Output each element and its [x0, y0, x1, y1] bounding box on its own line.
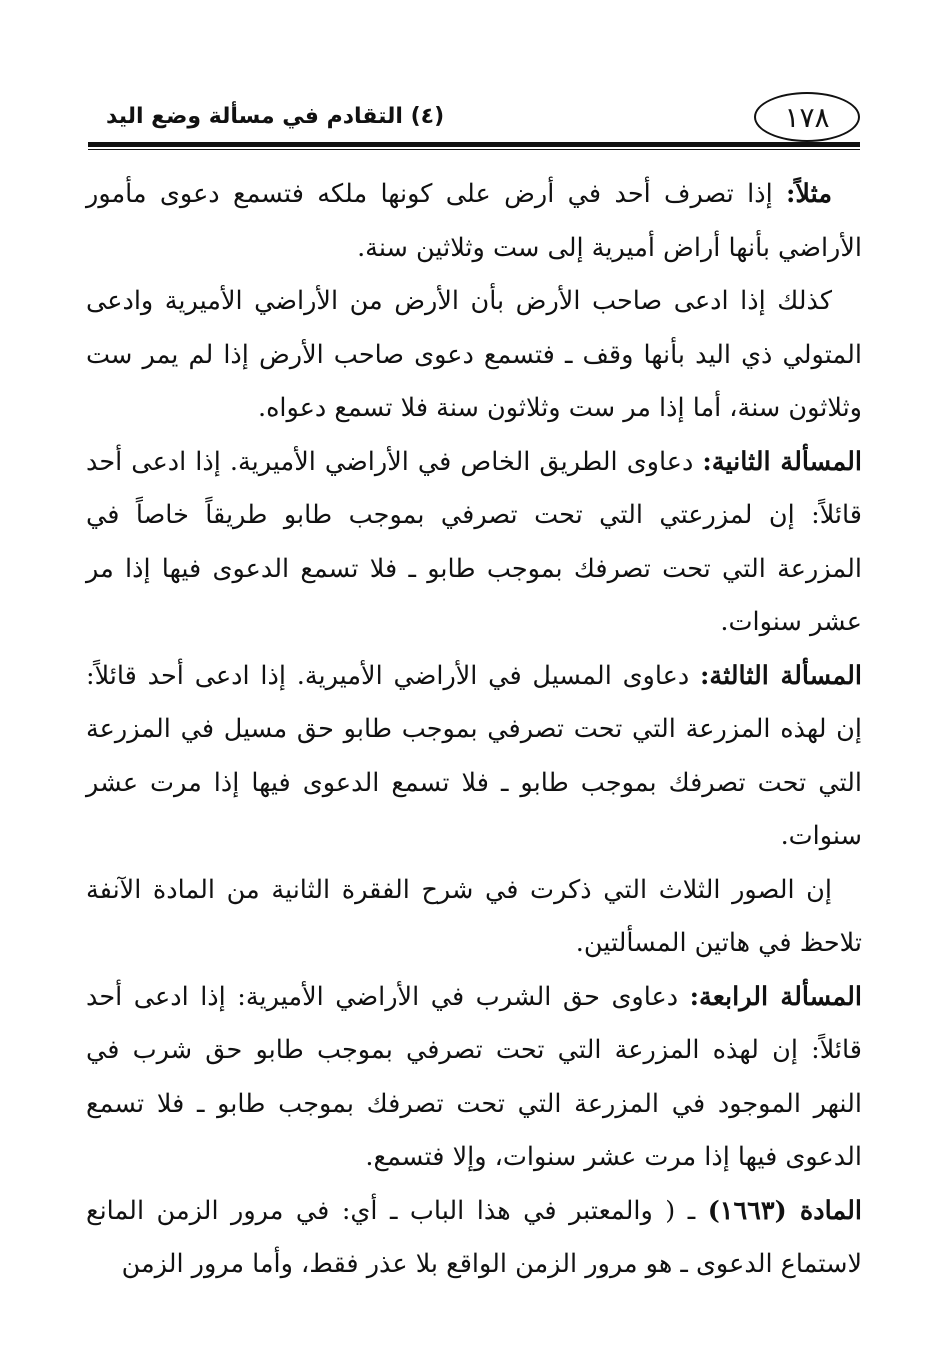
- paragraph-lead: المادة (١٦٦٣): [707, 1195, 862, 1226]
- paragraph-three-forms: [86, 864, 862, 971]
- paragraph-waqf: [86, 275, 862, 436]
- header-rule-thick: [88, 142, 860, 147]
- header-rule-thin: [88, 149, 860, 150]
- paragraph-lead: المسألة الثانية:: [702, 446, 862, 477]
- paragraph-text: دعاوى المسيل في الأراضي الأميرية. إذا ادعى أحد قائلاً: إن لهذه المزرعة التي تحت تصرفي بموجب طابو حق مسيل في المزرعة التي تحت تصرفك بموجب طابو ـ فلا تسمع الدعوى فيها إذا مرت عشر سنوات.: [86, 660, 862, 851]
- paragraph-article-1663: [86, 1185, 862, 1292]
- page-number: ١٧٨: [784, 100, 830, 134]
- paragraph-text: دعاوى الطريق الخاص في الأراضي الأميرية. إذا ادعى أحد قائلاً: إن لمزرعتي التي تحت تصرفي بموجب طابو طريقاً خاصاً في المزرعة التي تحت تصرفك بموجب طابو ـ فلا تسمع الدعوى فيها إذا مر عشر سنوات.: [86, 446, 862, 637]
- paragraph-text: كذلك إذا ادعى صاحب الأرض بأن الأرض من الأراضي الأميرية وادعى المتولي ذي اليد بأنها وقف ـ فتسمع دعوى صاحب الأرض إذا لم يمر ست وثلاثون سنة، أما إذا مر ست وثلاثون سنة فلا تسمع دعواه.: [86, 286, 862, 423]
- running-title: (٤) التقادم في مسألة وضع اليد: [106, 104, 445, 129]
- paragraph-lead: المسألة الرابعة:: [689, 981, 862, 1012]
- page-number-badge: [754, 92, 860, 142]
- paragraph-text: إن الصور الثلاث التي ذكرت في شرح الفقرة الثانية من المادة الآنفة تلاحظ في هاتين المسألتين.: [86, 874, 862, 958]
- paragraph-text: إذا تصرف أحد في أرض على كونها ملكه فتسمع دعوى مأمور الأراضي بأنها أراض أميرية إلى ست وثلاثين سنة.: [86, 179, 862, 263]
- body-text: [86, 168, 862, 1292]
- paragraph-issue-three: [86, 650, 862, 864]
- page-header: [88, 88, 860, 150]
- paragraph-text: دعاوى حق الشرب في الأراضي الأميرية: إذا ادعى أحد قائلاً: إن لهذه المزرعة التي تحت تصرفي بموجب طابو حق شرب في النهر الموجود في المزرعة التي تحت تصرفك بموجب طابو ـ فلا تسمع الدعوى فيها إذا مرت عشر سنوات، وإلا فتسمع.: [86, 981, 862, 1172]
- paragraph-issue-two: [86, 436, 862, 650]
- paragraph-issue-four: [86, 971, 862, 1185]
- paragraph-text: ـ ( والمعتبر في هذا الباب ـ أي: في مرور الزمن المانع لاستماع الدعوى ـ هو مرور الزمن الواقع بلا عذر فقط، وأما مرور الزمن: [86, 1195, 862, 1279]
- paragraph-lead: المسألة الثالثة:: [700, 660, 862, 691]
- paragraph-lead: مثلاً:: [786, 179, 832, 209]
- paragraph-example: [86, 168, 862, 275]
